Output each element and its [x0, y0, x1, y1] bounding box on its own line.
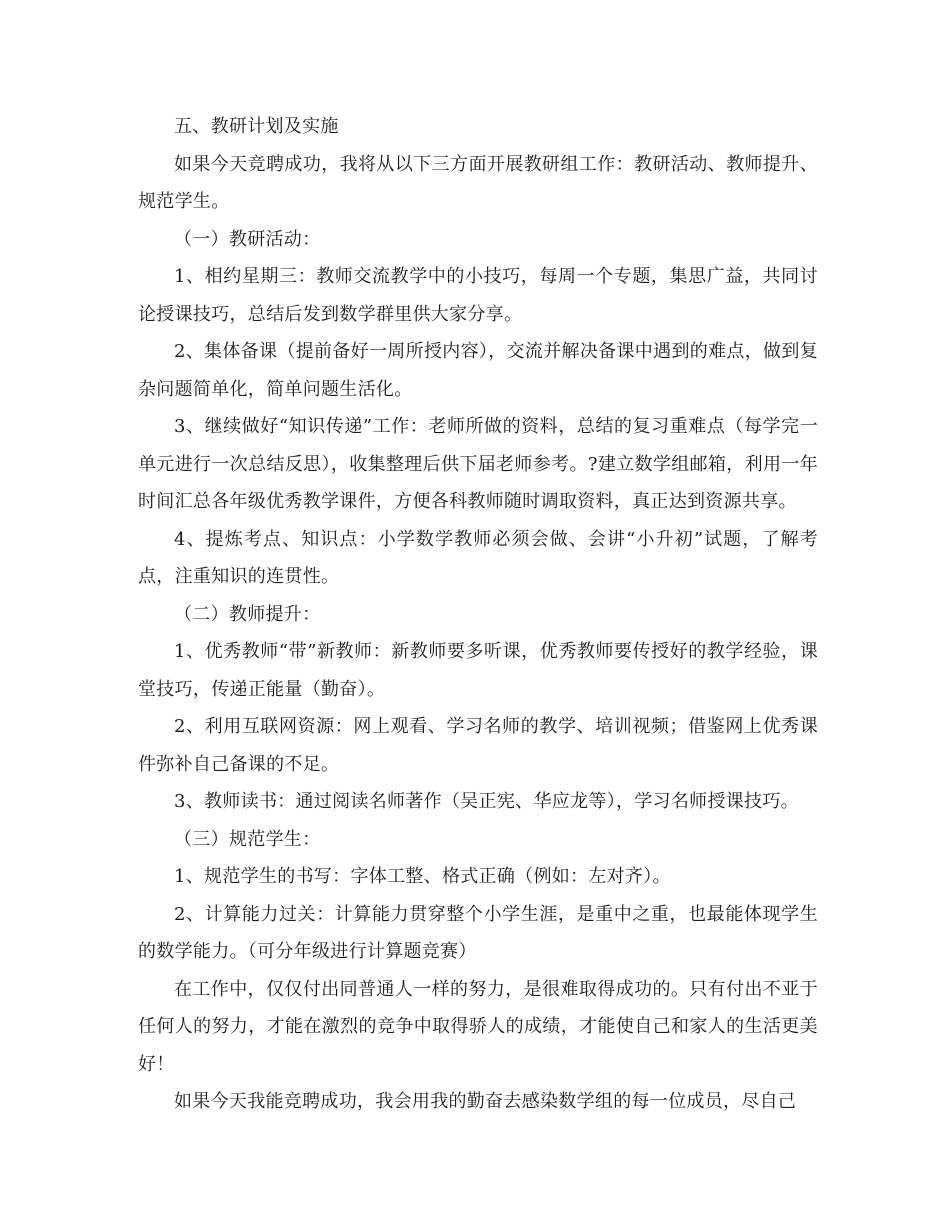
paragraph-research-2: 2、集体备课（提前备好一周所授内容），交流并解决备课中遇到的难点，做到复杂问题简单化，简单问题生活化。	[138, 341, 818, 400]
paragraph-intro: 如果今天竞聘成功，我将从以下三方面开展教研组工作：教研活动、教师提升、规范学生。	[138, 153, 818, 212]
subsection-heading-teacher: （二）教师提升：	[174, 603, 321, 625]
section-heading: 五、教研计划及实施	[174, 116, 339, 137]
paragraph-research-4: 4、提炼考点、知识点：小学数学教师必须会做、会讲“小升初”试题，了解考点，注重知识的连贯性。	[138, 528, 818, 587]
subsection-heading-students: （三）规范学生：	[174, 828, 321, 850]
paragraph-research-1: 1、相约星期三：教师交流教学中的小技巧，每周一个专题，集思广益，共同讨论授课技巧，总结后发到数学群里供大家分享。	[138, 266, 818, 325]
paragraph-students-1: 1、规范学生的书写：字体工整、格式正确（例如：左对齐）。	[174, 866, 671, 887]
document-body	[138, 108, 818, 1121]
subsection-heading-research: （一）教研活动：	[174, 228, 321, 250]
paragraph-research-3: 3、继续做好“知识传递”工作：老师所做的资料，总结的复习重难点（每学完一单元进行一次总结反思），收集整理后供下届老师参考。?建立数学组邮箱，利用一年时间汇总各年级优秀教学课件，方便各科教师随时调取资料，真正达到资源共享。	[138, 416, 818, 512]
paragraph-students-2: 2、计算能力过关：计算能力贯穿整个小学生涯，是重中之重，也最能体现学生的数学能力。（可分年级进行计算题竞赛）	[138, 903, 818, 962]
paragraph-teacher-2: 2、利用互联网资源：网上观看、学习名师的教学、培训视频；借鉴网上优秀课件弥补自己备课的不足。	[138, 716, 818, 775]
paragraph-conclusion-1: 在工作中，仅仅付出同普通人一样的努力，是很难取得成功的。只有付出不亚于任何人的努力，才能在激烈的竞争中取得骄人的成绩，才能使自己和家人的生活更美好！	[138, 978, 818, 1075]
paragraph-teacher-1: 1、优秀教师“带”新教师：新教师要多听课，优秀教师要传授好的教学经验，课堂技巧，传递正能量（勤奋）。	[138, 641, 818, 700]
paragraph-teacher-3: 3、教师读书：通过阅读名师著作（吴正宪、华应龙等），学习名师授课技巧。	[174, 791, 799, 812]
paragraph-conclusion-2: 如果今天我能竞聘成功，我会用我的勤奋去感染数学组的每一位成员，尽自己	[174, 1091, 797, 1112]
